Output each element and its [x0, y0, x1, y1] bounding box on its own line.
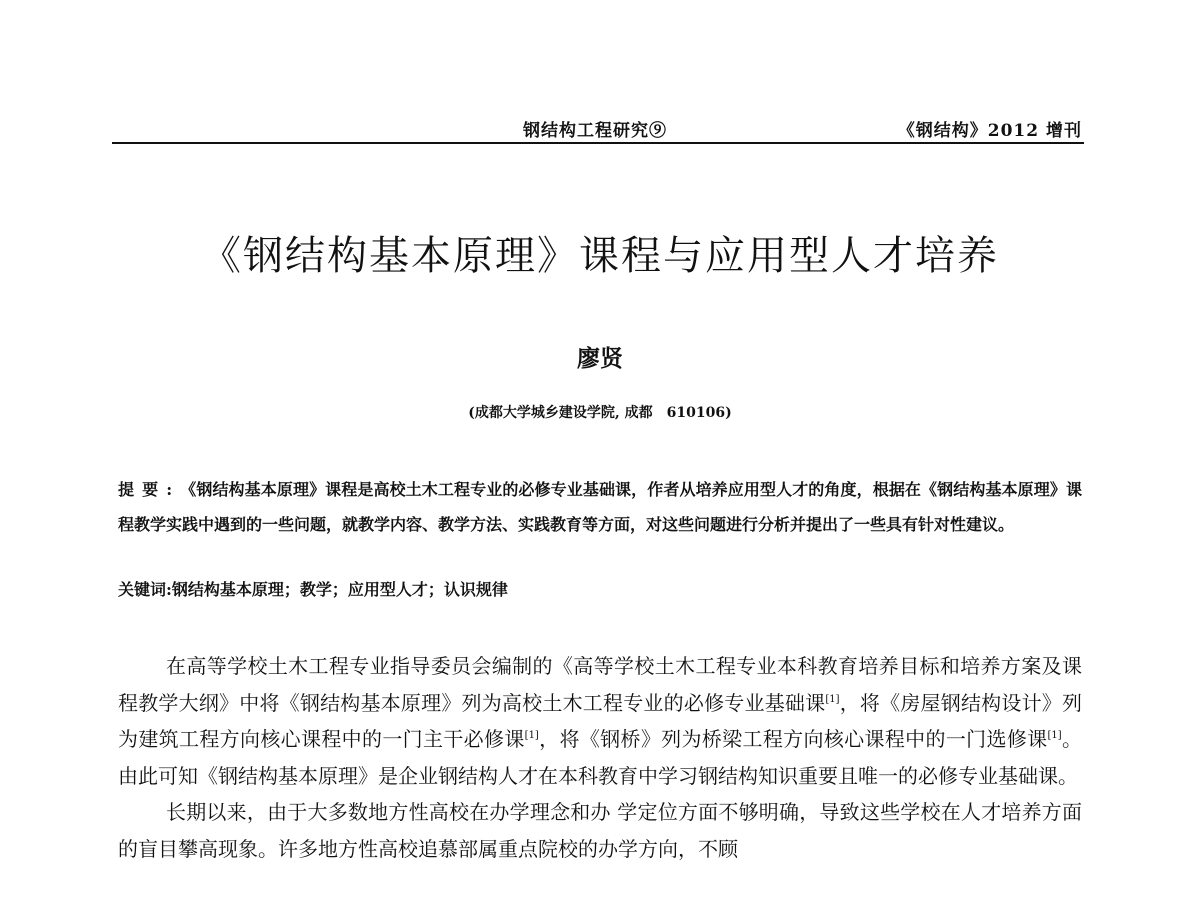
- citation-ref: [1]: [524, 730, 539, 741]
- p1-sentence-1: 在高等学校土木工程专业指导委员会编制的《高等学校土木工程专业本科教育培养目标和培养方案及课程教学大纲》中将《钢结构基本原理》列为高校土木工程专业的必修专业基础课: [118, 654, 1082, 715]
- paragraph-2: 长期以来，由于大多数地方性高校在办学理念和办 学定位方面不够明确，导致这些学校在人才培养方面的盲目攀高现象。许多地方性高校追慕部属重点院校的办学方向，不顾: [118, 800, 1082, 861]
- paragraph-1: [118, 648, 1082, 794]
- article-title: 《钢结构基本原理》课程与应用型人才培养: [201, 233, 999, 279]
- keywords: [118, 577, 1082, 600]
- journal-series-label: 钢结构工程研究⑨: [523, 121, 667, 141]
- keywords-text: 钢结构基本原理；教学；应用型人才；认识规律: [171, 580, 508, 599]
- journal-issue-label: 《钢结构》2012 增刊: [897, 121, 1082, 141]
- author-name: 廖贤: [577, 345, 623, 372]
- abstract-label: 提要:: [118, 480, 181, 499]
- body-text: [118, 648, 1082, 867]
- p1-sentence-3: ，将《钢桥》列为桥梁工程方向核心课程中的一门选修课: [538, 727, 1048, 751]
- p1-sentence-4: 。由此可知《钢结构基本原理》是企业钢结构人才在本科教育中学习钢结构知识重要且唯一的必修专业基础课。: [118, 727, 1083, 788]
- citation-ref: [1]: [1047, 730, 1062, 741]
- p1-sentence-2: ，将《房屋钢结构设计》列为建筑工程方向核心课程中的一门主干必修课: [118, 690, 1083, 751]
- keywords-label: 关键词:: [118, 580, 172, 599]
- abstract: [118, 472, 1082, 542]
- abstract-text: 《钢结构基本原理》课程是高校土木工程专业的必修专业基础课，作者从培养应用型人才的角度，根据在《钢结构基本原理》课程教学实践中遇到的一些问题，就教学内容、教学方法、实践教育等方面，对这些问题进行分析并提出了一些具有针对性建议。: [118, 480, 1082, 534]
- citation-ref: [1]: [825, 693, 840, 705]
- author-affiliation: (成都大学城乡建设学院, 成都 610106): [468, 405, 732, 421]
